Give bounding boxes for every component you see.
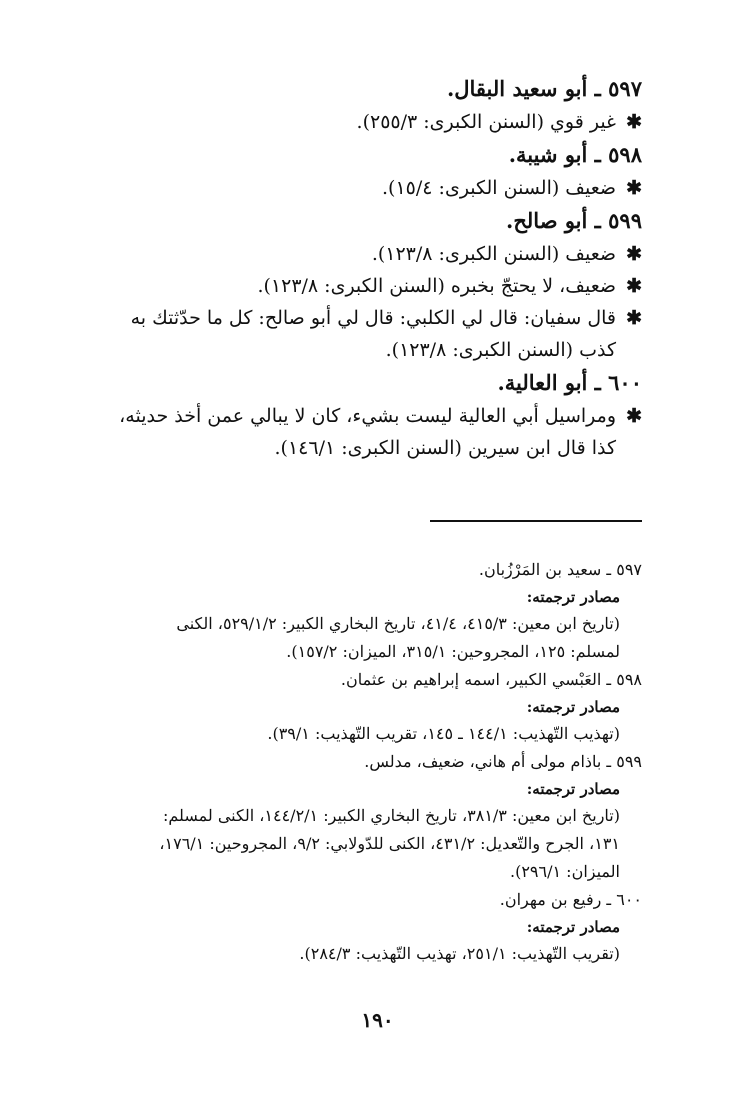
footnote-text: رفيع بن مهران. — [499, 890, 602, 909]
sources-label: مصادر ترجمته: — [526, 780, 620, 798]
entry-number: ٥٩٩ — [608, 208, 642, 233]
footnote-separator — [430, 520, 642, 522]
footnote-title — [82, 886, 642, 914]
sources-label: مصادر ترجمته: — [526, 588, 620, 606]
footnote-title — [82, 666, 642, 694]
footnote-dash: ـ — [601, 890, 612, 909]
item-line: قال سفيان: قال لي الكلبي: قال لي أبو صالح: كل ما حدّثتك به — [130, 307, 616, 329]
sources-line: لمسلم: ١٢٥، المجروحين: ٣١٥/١، الميزان: ١٥٧/٢). — [286, 642, 620, 661]
footnotes — [82, 556, 642, 968]
entry-item — [82, 302, 642, 366]
footnote-number: ٥٩٨ — [616, 670, 642, 689]
footnote-text: باذام مولى أم هاني، ضعيف، مدلس. — [364, 752, 602, 771]
asterisk-icon: ✱ — [626, 243, 642, 265]
footnote-597 — [82, 556, 642, 666]
entry-dash: ـ — [587, 208, 601, 233]
sources-line: (تقريب التّهذيب: ٢٥١/١، تهذيب التّهذيب: ٢٨٤/٣). — [299, 944, 620, 963]
footnote-text: العَبْسي الكبير، اسمه إبراهيم بن عثمان. — [340, 670, 602, 689]
footnote-dash: ـ — [601, 560, 612, 579]
asterisk-icon: ✱ — [626, 111, 642, 133]
sources-list — [82, 610, 642, 666]
item-line: ضعيف (السنن الكبرى: ١٢٣/٨). — [371, 243, 616, 265]
item-line: ضعيف (السنن الكبرى: ١٥/٤). — [382, 177, 616, 199]
sources-line: الميزان: ٢٩٦/١). — [510, 862, 620, 881]
footnote-600 — [82, 886, 642, 968]
footnote-title — [82, 556, 642, 584]
entry-number: ٦٠٠ — [608, 370, 642, 395]
entry-item — [82, 172, 642, 204]
sources-list — [82, 940, 642, 968]
footnote-number: ٥٩٩ — [616, 752, 642, 771]
entry-dash: ـ — [587, 370, 601, 395]
entry-name: أبو شيبة. — [508, 142, 588, 167]
entry-597 — [82, 72, 642, 138]
asterisk-icon: ✱ — [626, 275, 642, 297]
entry-599 — [82, 204, 642, 366]
sources-label: مصادر ترجمته: — [526, 698, 620, 716]
entry-dash: ـ — [587, 76, 601, 101]
asterisk-icon: ✱ — [626, 405, 642, 427]
sources-line: ١٣١، الجرح والتّعديل: ٤٣١/٢، الكنى للدّولابي: ٩/٢، المجروحين: ١٧٦/١، — [159, 834, 620, 853]
entry-item — [82, 238, 642, 270]
footnote-598 — [82, 666, 642, 748]
sources-label: مصادر ترجمته: — [526, 918, 620, 936]
entry-name: أبو صالح. — [506, 208, 588, 233]
item-line: ومراسيل أبي العالية ليست بشيء، كان لا يبالي عمن أخذ حديثه، — [119, 405, 616, 427]
entry-title — [82, 204, 642, 238]
entry-dash: ـ — [587, 142, 601, 167]
entry-600 — [82, 366, 642, 464]
sources-line: (تهذيب التّهذيب: ١٤٤/١ ـ ١٤٥، تقريب التّهذيب: ٣٩/١). — [267, 724, 620, 743]
footnote-text: سعيد بن المَرْزُبان. — [478, 560, 602, 579]
entry-name: أبو سعيد البقال. — [446, 76, 588, 101]
footnote-number: ٥٩٧ — [616, 560, 642, 579]
item-line: كذا قال ابن سيرين (السنن الكبرى: ١٤٦/١). — [274, 437, 616, 459]
sources-list — [82, 720, 642, 748]
entry-item — [82, 106, 642, 138]
entry-598 — [82, 138, 642, 204]
page-number: ١٩٠ — [361, 1008, 394, 1032]
footnote-599 — [82, 748, 642, 886]
item-line: ضعيف، لا يحتجّ بخبره (السنن الكبرى: ١٢٣/٨). — [257, 275, 616, 297]
entry-title — [82, 366, 642, 400]
entry-item — [82, 270, 642, 302]
sources-line: (تاريخ ابن معين: ٣٨١/٣، تاريخ البخاري الكبير: ١٤٤/٢/١، الكنى لمسلم: — [163, 806, 620, 825]
entry-title — [82, 72, 642, 106]
entry-title — [82, 138, 642, 172]
asterisk-icon: ✱ — [626, 307, 642, 329]
sources-line: (تاريخ ابن معين: ٤١٥/٣، ٤١/٤، تاريخ البخاري الكبير: ٥٢٩/١/٢، الكنى — [176, 614, 620, 633]
footnote-dash: ـ — [601, 670, 612, 689]
item-line: غير قوي (السنن الكبرى: ٢٥٥/٣). — [356, 111, 616, 133]
entry-number: ٥٩٧ — [608, 76, 642, 101]
asterisk-icon: ✱ — [626, 177, 642, 199]
footnote-dash: ـ — [601, 752, 612, 771]
entry-number: ٥٩٨ — [608, 142, 642, 167]
sources-list — [82, 802, 642, 886]
entry-item — [82, 400, 642, 464]
footnote-title — [82, 748, 642, 776]
entry-name: أبو العالية. — [497, 370, 588, 395]
footnote-number: ٦٠٠ — [616, 890, 642, 909]
main-text — [82, 72, 642, 464]
item-line: كذب (السنن الكبرى: ١٢٣/٨). — [385, 339, 616, 361]
